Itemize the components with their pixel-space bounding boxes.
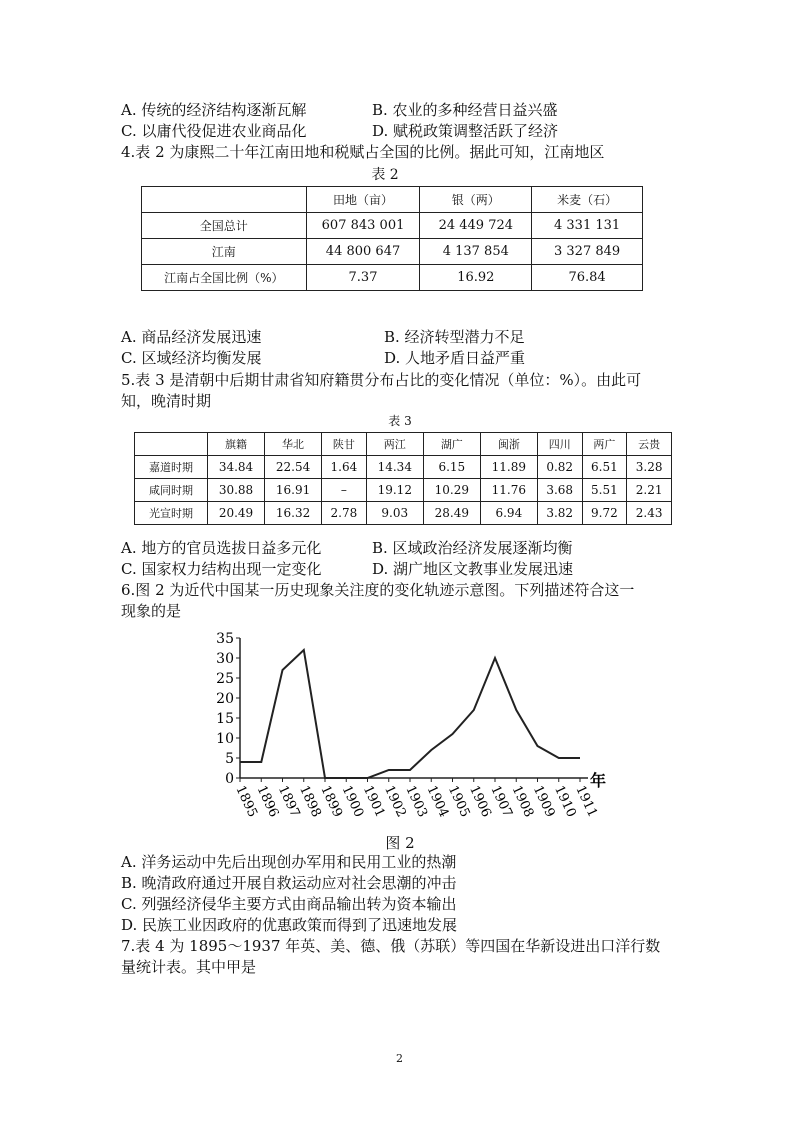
table-cell: 2.43 [627, 502, 672, 525]
table-cell: 6.51 [582, 456, 627, 479]
x-tick-label: 1895 [232, 783, 260, 820]
table-cell: 76.84 [532, 265, 643, 291]
table-3-header-row [135, 433, 672, 456]
y-axis-ticks [216, 631, 240, 787]
table-2-row-label: 全国总计 [142, 213, 307, 239]
table-cell: 7.37 [306, 265, 420, 291]
table-2-row-label: 江南 [142, 239, 307, 265]
q6-stem-line2: 现象的是 [121, 602, 182, 620]
x-tick-label: 1910 [551, 783, 579, 820]
table-3-header-cell: 两江 [366, 433, 423, 456]
x-tick-label: 1897 [274, 783, 303, 820]
table-cell: 3.68 [537, 479, 582, 502]
x-tick-label: 1906 [466, 783, 494, 820]
q6-option-b: B. 晚清政府通过开展自救运动应对社会思潮的冲击 [121, 874, 457, 892]
table-3-header-cell: 旗籍 [208, 433, 265, 456]
table-cell: 0.82 [537, 456, 582, 479]
table-row [135, 456, 672, 479]
table-3-header-cell: 两广 [582, 433, 627, 456]
x-tick-label: 1898 [296, 783, 324, 820]
table-cell: 19.12 [366, 479, 423, 502]
table-cell: 9.03 [366, 502, 423, 525]
table-cell: – [322, 479, 367, 502]
table-2-header-cell: 米麦（石） [532, 187, 643, 213]
table-cell: 6.15 [423, 456, 480, 479]
series-line [240, 650, 580, 778]
table-3-header-cell [135, 433, 208, 456]
table-2-header-cell [142, 187, 307, 213]
table-3-row-label: 光宣时期 [135, 502, 208, 525]
x-tick-label: 1908 [508, 783, 537, 820]
q5-option-d: D. 湖广地区文教事业发展迅速 [372, 560, 574, 578]
table-cell: 5.51 [582, 479, 627, 502]
q3-option-b: B. 农业的多种经营日益兴盛 [372, 101, 558, 119]
table-row [142, 239, 643, 265]
q4-option-c: C. 区域经济均衡发展 [121, 349, 262, 367]
table-3-header-cell: 陕甘 [322, 433, 367, 456]
table-3-row-label: 咸同时期 [135, 479, 208, 502]
x-tick-label: 1907 [487, 783, 515, 820]
q6-option-d: D. 民族工业因政府的优惠政策而得到了迅速地发展 [121, 916, 458, 934]
y-tick-label: 0 [225, 771, 234, 787]
table-3-header-cell: 华北 [265, 433, 322, 456]
table-2 [141, 186, 643, 291]
table-2-row-label: 江南占全国比例（%） [142, 265, 307, 291]
table-cell: 10.29 [423, 479, 480, 502]
x-axis-label: 年 [590, 771, 607, 790]
x-tick-label: 1904 [423, 783, 452, 820]
table-cell: 16.32 [265, 502, 322, 525]
table-3-caption: 表 3 [388, 414, 412, 428]
x-tick-label: 1899 [317, 783, 345, 820]
table-cell: 24 449 724 [420, 213, 532, 239]
x-tick-label: 1901 [359, 783, 388, 820]
table-3 [134, 432, 672, 525]
y-tick-label: 15 [216, 711, 234, 727]
table-3-row-label: 嘉道时期 [135, 456, 208, 479]
table-row [135, 479, 672, 502]
q4-option-b: B. 经济转型潜力不足 [384, 328, 525, 346]
table-row [142, 213, 643, 239]
table-cell: 28.49 [423, 502, 480, 525]
q3-option-c: C. 以庸代役促进农业商品化 [121, 122, 307, 140]
table-cell: 22.54 [265, 456, 322, 479]
table-cell: 3.82 [537, 502, 582, 525]
x-axis-ticks [232, 778, 600, 820]
x-tick-label: 1896 [253, 783, 282, 820]
q4-stem: 4.表 2 为康熙二十年江南田地和税赋占全国的比例。据此可知，江南地区 [121, 143, 605, 161]
table-cell: 34.84 [208, 456, 265, 479]
table-2-header-cell: 田地（亩） [306, 187, 420, 213]
table-cell: 11.76 [480, 479, 537, 502]
q5-stem-line1: 5.表 3 是清朝中后期甘肃省知府籍贯分布占比的变化情况（单位：%）。由此可 [121, 371, 642, 389]
x-tick-label: 1903 [402, 783, 430, 820]
q5-option-b: B. 区域政治经济发展逐渐均衡 [372, 539, 573, 557]
table-cell: 4 137 854 [420, 239, 532, 265]
figure-2-caption: 图 2 [385, 834, 415, 852]
chart-axes [240, 638, 588, 778]
q5-option-a: A. 地方的官员选拔日益多元化 [121, 539, 322, 557]
table-2-header-row [142, 187, 643, 213]
table-cell: 11.89 [480, 456, 537, 479]
x-tick-label: 1905 [444, 783, 473, 820]
table-3-header-cell: 云贵 [627, 433, 672, 456]
q6-stem-line1: 6.图 2 为近代中国某一历史现象关注度的变化轨迹示意图。下列描述符合这一 [121, 581, 635, 599]
q3-option-a: A. 传统的经济结构逐渐瓦解 [121, 101, 307, 119]
q7-stem-line2: 量统计表。其中甲是 [121, 958, 257, 976]
table-row [135, 502, 672, 525]
table-cell: 20.49 [208, 502, 265, 525]
q3-option-d: D. 赋税政策调整活跃了经济 [372, 122, 559, 140]
x-tick-label: 1902 [381, 783, 409, 820]
attention-trend-chart [200, 628, 620, 828]
table-2-header-cell: 银（两） [420, 187, 532, 213]
q6-option-a: A. 洋务运动中先后出现创办军用和民用工业的热潮 [121, 853, 457, 871]
x-tick-label: 1909 [529, 783, 558, 820]
table-cell: 2.78 [322, 502, 367, 525]
table-cell: 3.28 [627, 456, 672, 479]
y-tick-label: 5 [225, 751, 234, 767]
y-tick-label: 30 [216, 651, 234, 667]
table-cell: 6.94 [480, 502, 537, 525]
table-3-header-cell: 湖广 [423, 433, 480, 456]
q4-option-a: A. 商品经济发展迅速 [121, 328, 262, 346]
q5-stem-line2: 知，晚清时期 [121, 392, 212, 410]
table-cell: 2.21 [627, 479, 672, 502]
table-cell: 30.88 [208, 479, 265, 502]
table-cell: 3 327 849 [532, 239, 643, 265]
table-row [142, 265, 643, 291]
x-tick-label: 1900 [338, 783, 367, 820]
table-2-caption: 表 2 [371, 167, 399, 183]
y-tick-label: 25 [216, 671, 234, 687]
table-cell: 1.64 [322, 456, 367, 479]
q6-option-c: C. 列强经济侵华主要方式由商品输出转为资本输出 [121, 895, 457, 913]
table-cell: 16.92 [420, 265, 532, 291]
table-cell: 14.34 [366, 456, 423, 479]
table-3-header-cell: 闽浙 [480, 433, 537, 456]
q4-option-d: D. 人地矛盾日益严重 [384, 349, 526, 367]
table-cell: 16.91 [265, 479, 322, 502]
x-tick-label: 1911 [572, 783, 600, 820]
table-cell: 44 800 647 [306, 239, 420, 265]
table-3-header-cell: 四川 [537, 433, 582, 456]
y-tick-label: 35 [216, 631, 234, 647]
table-cell: 9.72 [582, 502, 627, 525]
q5-option-c: C. 国家权力结构出现一定变化 [121, 560, 322, 578]
table-cell: 607 843 001 [306, 213, 420, 239]
table-cell: 4 331 131 [532, 213, 643, 239]
q7-stem-line1: 7.表 4 为 1895～1937 年英、美、德、俄（苏联）等四国在华新设进出口洋行数 [121, 937, 661, 955]
page-number: 2 [396, 1052, 403, 1065]
y-tick-label: 10 [216, 731, 234, 747]
y-tick-label: 20 [216, 691, 234, 707]
